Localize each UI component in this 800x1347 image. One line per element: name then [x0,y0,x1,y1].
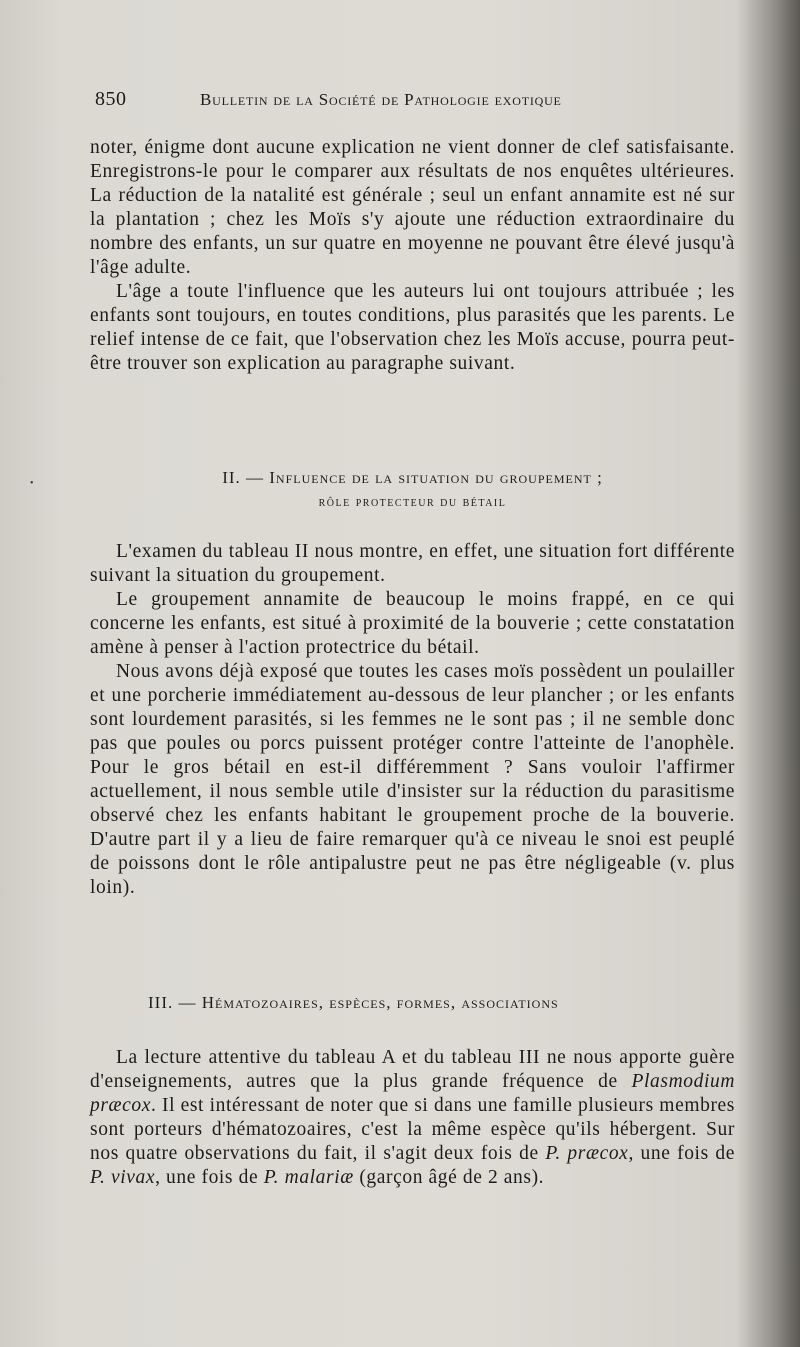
paragraph: noter, énigme dont aucune explication ne vient donner de clef satisfaisante. Enregistrons-le pour le comparer aux résultats de nos enquêtes ultérieures. La réduction de la natalité est générale ; seul un enfant annamite est né sur la plantation ; chez les Moïs s'y ajoute une réduction extraordinaire du nombre des enfants, un sur quatre en moyenne ne pouvant être élevé jusqu'à l'âge adulte. [90,137,735,278]
section-2-title: II. — Influence de la situation du groupement ; [222,468,603,487]
text-run: (garçon âgé de 2 ans). [353,1167,545,1188]
text-run: . Il est intéressant de noter que si dans une famille plusieurs membres sont porteurs d'hématozoaires, c'est la même espèce qu'ils hébergent. Sur nos quatre observations du fait, il s'agit deux fois de [90,1095,735,1164]
section-3-title: III. — Hématozoaires, espèces, formes, associations [148,993,559,1012]
text-run: La lecture attentive du tableau A et du tableau III ne nous apporte guère d'enseignements, autres que la plus grande fréquence de [90,1047,735,1092]
species-name: Plasmodium præcox [90,1071,735,1116]
section-3-body [90,1046,735,1190]
body-text-top [90,136,735,376]
species-name: P. præcox [545,1143,629,1164]
section-2-body [90,540,735,900]
text-run: , une fois de [628,1143,735,1164]
paragraph: Nous avons déjà exposé que toutes les cases moïs possèdent un poulailler et une porcherie immédiatement au-dessous de leur plancher ; or les enfants sont lourdement parasités, si les femmes ne le sont pas ; il ne semble donc pas que poules ou porcs puissent protéger contre l'atteinte de l'anophèle. Pour le gros bétail en est-il différemment ? Sans vouloir l'affirmer actuellement, il nous semble utile d'insister sur la réduction du parasitisme observé chez les enfants habitant le groupement proche de la bouverie. D'autre part il y a lieu de faire remarquer qu'à ce niveau le snoi est peuplé de poissons dont le rôle antipalustre peut ne pas être négligeable (v. plus loin). [90,661,735,898]
species-name: P. malariæ [263,1167,354,1188]
running-title: Bulletin de la Société de Pathologie exotique [200,90,562,109]
paragraph: L'âge a toute l'influence que les auteurs lui ont toujours attribuée ; les enfants sont toujours, en toutes conditions, plus parasités que les parents. Le relief intense de ce fait, que l'observation chez les Moïs accuse, pourra peut-être trouver son explication au paragraphe suivant. [90,281,735,374]
page-number: 850 [95,88,127,110]
paragraph: Le groupement annamite de beaucoup le moins frappé, en ce qui concerne les enfants, est situé à proximité de la bouverie ; cette constatation amène à penser à l'action protectrice du bétail. [90,589,735,658]
paragraph: L'examen du tableau II nous montre, en effet, une situation fort différente suivant la situation du groupement. [90,541,735,586]
species-name: P. vivax [90,1167,156,1188]
page-header [95,88,735,114]
scan-speck: • [30,478,34,489]
section-2-subtitle: rôle protecteur du bétail [318,495,507,510]
text-run: , une fois de [155,1167,264,1188]
paragraph [90,1046,735,1190]
